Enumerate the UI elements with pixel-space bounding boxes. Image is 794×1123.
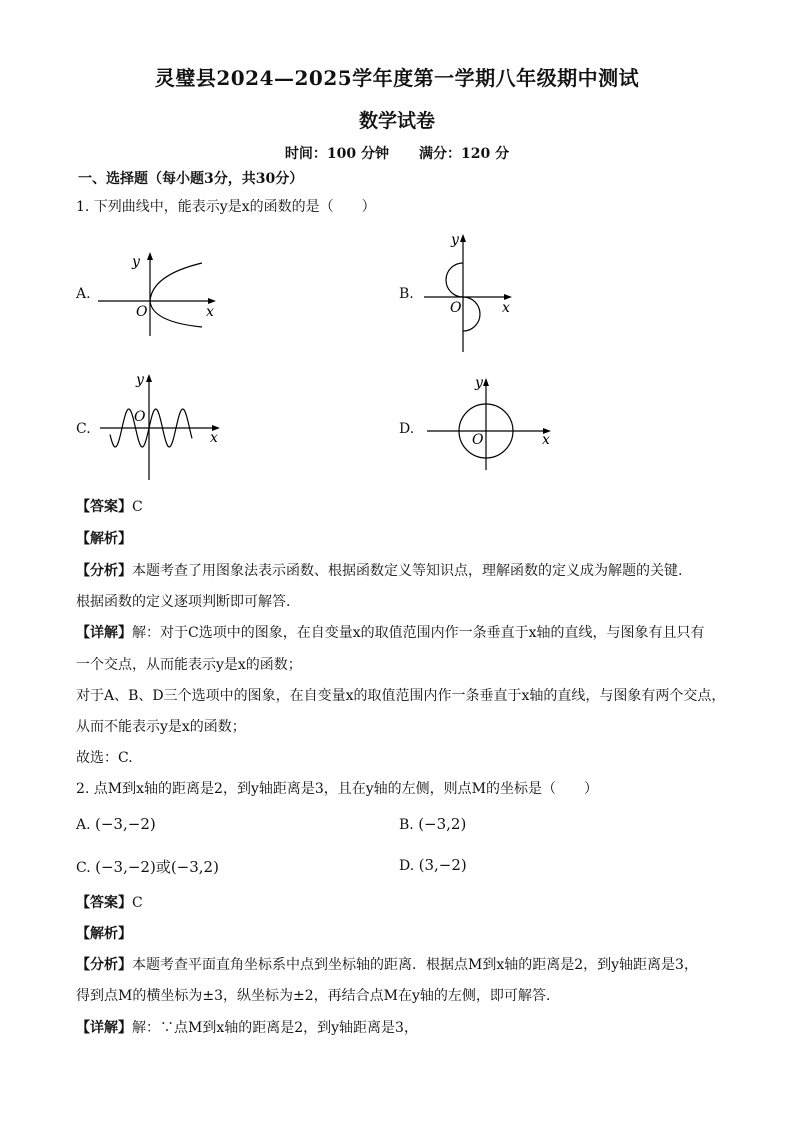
- xiangjie-text: 解：对于C选项中的图象，在自变量x的取值范围内作一条垂直于x轴的直线，与图象有且只有: [132, 625, 705, 641]
- answer-value: C: [132, 895, 143, 911]
- q1-graph-b: [420, 230, 520, 355]
- option-text: (3,−2): [418, 856, 467, 874]
- origin-label: O: [472, 432, 484, 448]
- q1-graph-c: [92, 368, 227, 483]
- page-subtitle: 数学试卷: [358, 110, 435, 132]
- answer-tag: 【答案】: [76, 499, 132, 515]
- xiangjie-tag: 【详解】: [76, 1020, 132, 1036]
- q1-xiangjie-3: 对于A、B、D三个选项中的图象，在自变量x的取值范围内作一条垂直于x轴的直线，与图象有两个交点，: [76, 688, 726, 704]
- q2-option-a: [76, 815, 156, 833]
- origin-label: O: [136, 304, 148, 320]
- q1-option-d-label: D.: [399, 421, 415, 437]
- axis-x-label: x: [210, 430, 218, 446]
- q2-option-d: [399, 856, 467, 874]
- option-text: (−3,2): [418, 815, 467, 833]
- q1-conclusion: 故选：C.: [76, 750, 133, 766]
- origin-label: O: [134, 409, 146, 425]
- axis-x-label: x: [206, 304, 214, 320]
- q1-option-b-label: B.: [399, 286, 414, 302]
- exam-score: 满分：120 分: [419, 146, 510, 162]
- section-heading: 一、选择题（每小题3分，共30分）: [78, 171, 304, 187]
- xiangjie-text: 解：∵点M到x轴的距离是2，到y轴距离是3，: [132, 1020, 418, 1036]
- axis-y-label: y: [132, 254, 140, 270]
- q2-fenxi-2: 得到点M的横坐标为±3，纵坐标为±2，再结合点M在y轴的左侧，即可解答.: [76, 988, 551, 1004]
- q1-graph-a: [92, 250, 222, 340]
- q1-stem: 1. 下列曲线中，能表示y是x的函数的是（ ）: [76, 199, 376, 215]
- answer-tag: 【答案】: [76, 895, 132, 911]
- axis-x-label: x: [542, 432, 550, 448]
- q1-option-a-label: A.: [76, 286, 91, 302]
- q1-xiangjie: [76, 623, 705, 643]
- axis-x-label: x: [502, 300, 510, 316]
- option-text: (−3,−2): [95, 815, 156, 833]
- q1-fenxi: [76, 561, 682, 581]
- q1-jiexi: 【解析】: [76, 531, 132, 547]
- origin-label: O: [450, 300, 462, 316]
- q2-stem: 2. 点M到x轴的距离是2，到y轴距离是3，且在y轴的左侧，则点M的坐标是（ ）: [76, 781, 599, 797]
- fenxi-text: 本题考查了用图象法表示函数、根据函数定义等知识点，理解函数的定义成为解题的关键.: [132, 563, 683, 579]
- q1-fenxi-2: 根据函数的定义逐项判断即可解答.: [76, 594, 291, 610]
- q1-graph-d: [425, 372, 560, 472]
- q1-answer: [76, 497, 143, 517]
- q1-option-c-label: C.: [76, 421, 91, 437]
- fenxi-tag: 【分析】: [76, 563, 132, 579]
- fenxi-text: 本题考查平面直角坐标系中点到坐标轴的距离．根据点M到x轴的距离是2，到y轴距离是3，: [132, 957, 698, 973]
- q2-xiangjie: [76, 1018, 418, 1038]
- q1-xiangjie-4: 从而不能表示y是x的函数；: [76, 719, 246, 735]
- option-text: (−3,−2)或(−3,2): [95, 858, 219, 876]
- page-title: 灵璧县2024—2025学年度第一学期八年级期中测试: [154, 66, 640, 90]
- axis-y-label: y: [136, 372, 144, 388]
- q2-fenxi: [76, 955, 698, 975]
- option-label: B.: [399, 817, 414, 833]
- q2-option-b: [399, 815, 466, 833]
- option-label: C.: [76, 860, 91, 876]
- answer-value: C: [132, 499, 143, 515]
- xiangjie-tag: 【详解】: [76, 625, 132, 641]
- q2-answer: [76, 893, 143, 913]
- option-label: A.: [76, 817, 91, 833]
- axis-y-label: y: [475, 375, 483, 391]
- fenxi-tag: 【分析】: [76, 957, 132, 973]
- exam-info: [0, 143, 794, 163]
- q2-option-c: [76, 856, 219, 877]
- q1-xiangjie-2: 一个交点，从而能表示y是x的函数；: [76, 657, 302, 673]
- q2-jiexi: 【解析】: [76, 926, 132, 942]
- exam-time: 时间：100 分钟: [284, 146, 389, 162]
- axis-y-label: y: [451, 232, 459, 248]
- option-label: D.: [399, 858, 415, 874]
